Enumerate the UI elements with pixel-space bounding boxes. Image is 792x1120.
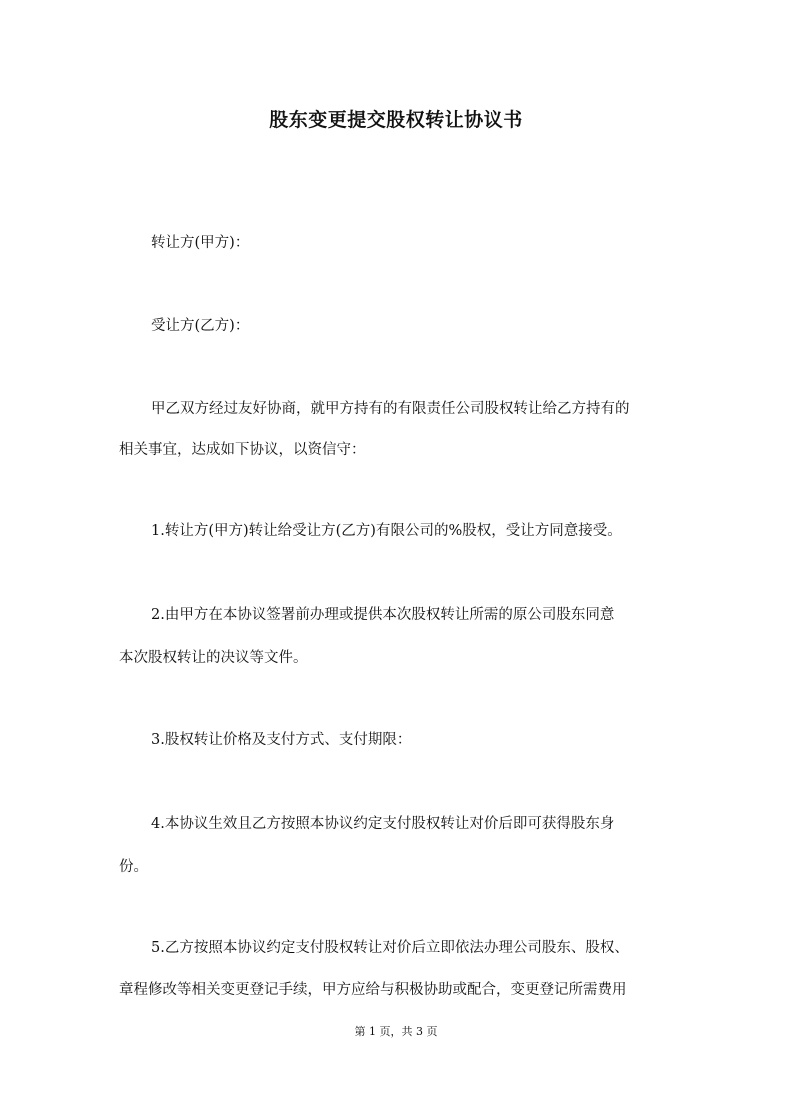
clause-5-line-2: 章程修改等相关变更登记手续，甲方应给与积极协助或配合，变更登记所需费用 [119, 982, 627, 998]
paragraph-intro-line-2: 相关事宜，达成如下协议，以资信守： [119, 442, 366, 458]
clause-4-line-2: 份。 [119, 859, 148, 875]
page-number-footer: 第 1 页，共 3 页 [354, 1025, 438, 1038]
clause-3-line-1: 3.股权转让价格及支付方式、支付期限： [151, 732, 412, 748]
paragraph-transferor: 转让方(甲方)： [151, 235, 250, 251]
clause-2-line-1: 2.由甲方在本协议签署前办理或提供本次股权转让所需的原公司股东同意 [151, 607, 615, 623]
clause-5-line-1: 5.乙方按照本协议约定支付股权转让对价后立即依法办理公司股东、股权、 [151, 940, 629, 956]
clause-2-line-2: 本次股权转让的决议等文件。 [119, 650, 308, 666]
document-title: 股东变更提交股权转让协议书 [269, 109, 523, 131]
clause-1-line-1: 1.转让方(甲方)转让给受让方(乙方)有限公司的%股权，受让方同意接受。 [151, 523, 622, 539]
paragraph-intro-line-1: 甲乙双方经过友好协商，就甲方持有的有限责任公司股权转让给乙方持有的 [151, 401, 630, 417]
paragraph-transferee: 受让方(乙方)： [151, 318, 250, 334]
clause-4-line-1: 4.本协议生效且乙方按照本协议约定支付股权转让对价后即可获得股东身 [151, 816, 615, 832]
